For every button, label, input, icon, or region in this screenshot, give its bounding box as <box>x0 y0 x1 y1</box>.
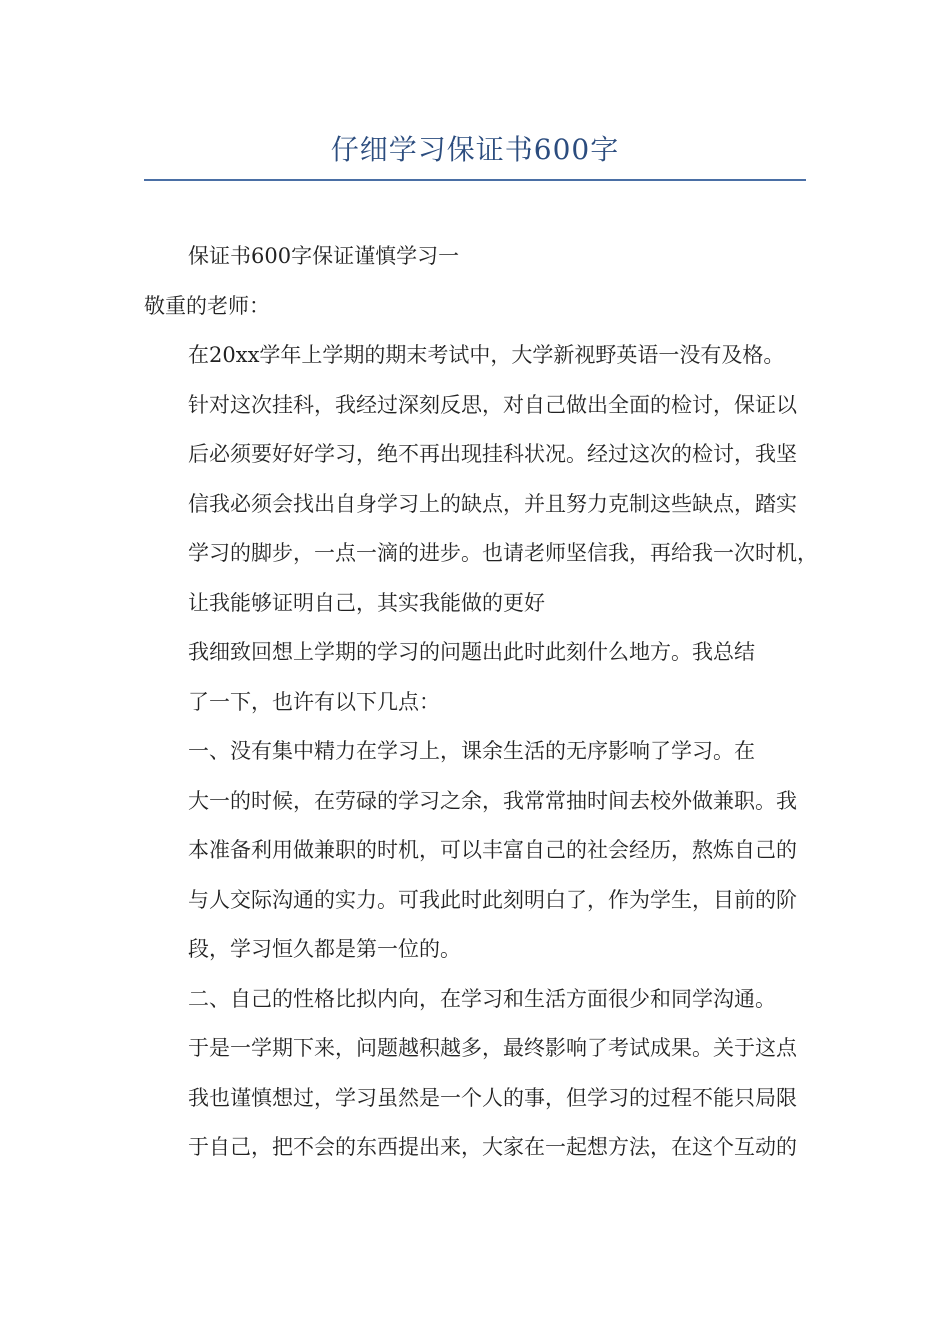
text-line: 我细致回想上学期的学习的问题出此时此刻什么地方。我总结 <box>188 640 755 664</box>
text-line: 我也谨慎想过，学习虽然是一个人的事，但学习的过程不能只局限 <box>188 1085 797 1110</box>
text-line: 大一的时候，在劳碌的学习之余，我常常抽时间去校外做兼职。我 <box>188 788 797 813</box>
document-body <box>144 232 820 1173</box>
text-line: 了一下，也许有以下几点： <box>188 689 440 714</box>
text-line: 针对这次挂科，我经过深刻反思，对自己做出全面的检讨，保证以 <box>188 392 797 417</box>
text-line: 一、没有集中精力在学习上，课余生活的无序影响了学习。在 <box>188 739 755 763</box>
text-line: 与人交际沟通的实力。可我此时此刻明白了，作为学生，目前的阶 <box>188 887 797 912</box>
text-line: 后必须要好好学习，绝不再出现挂科状况。经过这次的检讨，我坚 <box>188 442 797 466</box>
paragraph-body <box>144 331 820 628</box>
text-line: 敬重的老师： <box>144 293 270 318</box>
paragraph-body <box>144 975 820 1173</box>
text-line: 本准备利用做兼职的时机，可以丰富自己的社会经历，熬炼自己的 <box>188 838 797 862</box>
paragraph-body <box>144 628 820 727</box>
text-line: 于自己，把不会的东西提出来，大家在一起想方法，在这个互动的 <box>188 1135 797 1159</box>
text-line: 在20xx学年上学期的期末考试中，大学新视野英语一没有及格。 <box>188 343 785 367</box>
text-line: 信我必须会找出自身学习上的缺点，并且努力克制这些缺点，踏实 <box>188 491 797 516</box>
text-line: 段，学习恒久都是第一位的。 <box>188 937 461 961</box>
text-line: 保证书600字保证谨慎学习一 <box>188 244 460 268</box>
paragraph-heading <box>144 232 820 282</box>
document-title: 仔细学习保证书600字 <box>330 133 620 166</box>
paragraph-body <box>144 727 820 975</box>
text-line: 二、自己的性格比拟内向，在学习和生活方面很少和同学沟通。 <box>188 986 776 1011</box>
text-line: 学习的脚步，一点一滴的进步。也请老师坚信我，再给我一次时机， <box>188 541 818 565</box>
text-line: 于是一学期下来，问题越积越多，最终影响了考试成果。关于这点 <box>188 1036 797 1060</box>
title-underline <box>144 179 806 181</box>
paragraph-salutation <box>144 282 820 332</box>
text-line: 让我能够证明自己，其实我能做的更好 <box>188 590 545 615</box>
